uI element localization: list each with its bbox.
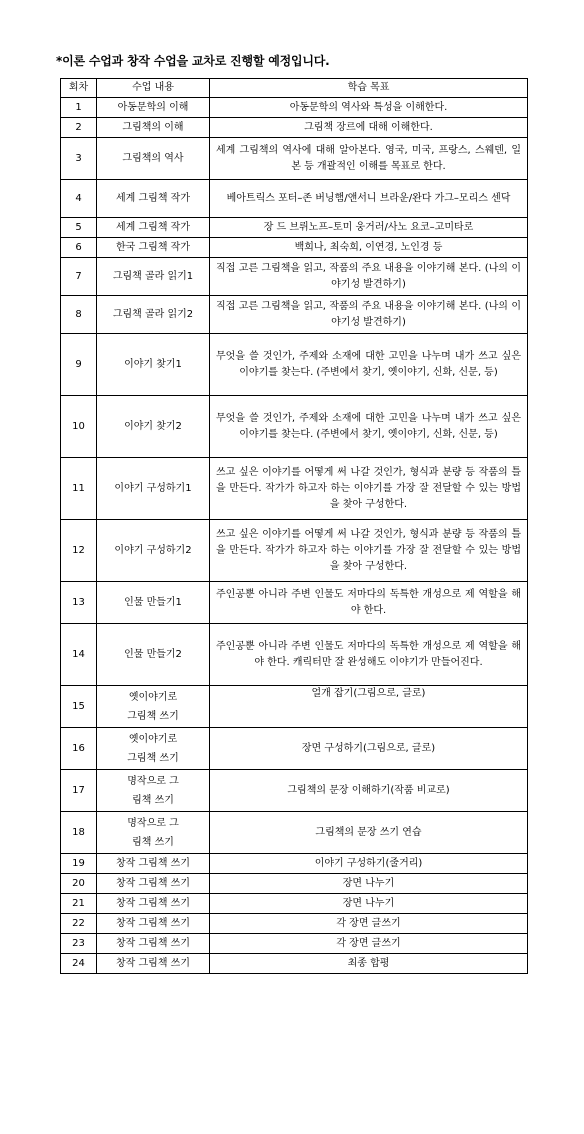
session-number: 22 [61,914,97,934]
learning-goal: 아동문학의 역사와 특성을 이해한다. [210,98,528,118]
learning-goal: 장면 구성하기(그림으로, 글로) [210,728,528,770]
session-number: 3 [61,138,97,180]
learning-goal: 그림책의 문장 이해하기(작품 비교로) [210,770,528,812]
table-row [61,854,528,874]
learning-goal: 쓰고 싶은 이야기를 어떻게 써 나갈 것인가, 형식과 분량 등 작품의 틀을 만든다. 작가가 하고자 하는 이야기를 가장 잘 전달할 수 있는 방법을 찾아 구성한다. [210,520,528,582]
learning-goal: 각 장면 글쓰기 [210,914,528,934]
session-number: 4 [61,180,97,218]
learning-goal: 얼개 잡기(그림으로, 글로) [210,686,528,728]
session-number: 10 [61,396,97,458]
class-content: 그림책의 역사 [97,138,210,180]
learning-goal: 무엇을 쓸 것인가, 주제와 소재에 대한 고민을 나누며 내가 쓰고 싶은 이야기를 찾는다. (주변에서 찾기, 옛이야기, 신화, 신문, 등) [210,334,528,396]
table-row [61,296,528,334]
table-row [61,812,528,854]
class-content: 한국 그림책 작가 [97,238,210,258]
session-number: 8 [61,296,97,334]
session-number: 21 [61,894,97,914]
header-session: 회차 [61,79,97,98]
class-content: 창작 그림책 쓰기 [97,914,210,934]
class-content: 이야기 찾기2 [97,396,210,458]
schedule-notice: *이론 수업과 창작 수업을 교차로 진행할 예정입니다. [56,54,330,68]
class-content: 옛이야기로 그림책 쓰기 [97,686,210,728]
table-row [61,728,528,770]
session-number: 23 [61,934,97,954]
class-content: 그림책 골라 읽기2 [97,296,210,334]
session-number: 5 [61,218,97,238]
session-number: 14 [61,624,97,686]
class-content: 그림책 골라 읽기1 [97,258,210,296]
class-content: 창작 그림책 쓰기 [97,954,210,974]
class-content: 그림책의 이해 [97,118,210,138]
learning-goal: 주인공뿐 아니라 주변 인물도 저마다의 독특한 개성으로 제 역할을 해야 한다. 캐릭터만 잘 완성해도 이야기가 만들어진다. [210,624,528,686]
class-content: 명작으로 그림책 쓰기 [97,812,210,854]
class-content: 세계 그림책 작가 [97,218,210,238]
table-row [61,138,528,180]
class-content: 창작 그림책 쓰기 [97,874,210,894]
learning-goal: 직접 고른 그림책을 읽고, 작품의 주요 내용을 이야기해 본다. (나의 이야기성 발견하기) [210,258,528,296]
learning-goal: 장면 나누기 [210,874,528,894]
learning-goal: 무엇을 쓸 것인가, 주제와 소재에 대한 고민을 나누며 내가 쓰고 싶은 이야기를 찾는다. (주변에서 찾기, 옛이야기, 신화, 신문, 등) [210,396,528,458]
table-row [61,98,528,118]
session-number: 24 [61,954,97,974]
class-content: 이야기 구성하기2 [97,520,210,582]
class-content: 창작 그림책 쓰기 [97,854,210,874]
table-row [61,624,528,686]
table-row [61,874,528,894]
session-number: 12 [61,520,97,582]
table-row [61,686,528,728]
table-row [61,218,528,238]
table-row [61,914,528,934]
header-content: 수업 내용 [97,79,210,98]
header-goal: 학습 목표 [210,79,528,98]
table-row [61,954,528,974]
class-content: 이야기 구성하기1 [97,458,210,520]
learning-goal: 장 드 브뤼노프–토미 웅거러/사노 요코–고미타로 [210,218,528,238]
class-content: 창작 그림책 쓰기 [97,894,210,914]
learning-goal: 그림책의 문장 쓰기 연습 [210,812,528,854]
table-row [61,770,528,812]
session-number: 16 [61,728,97,770]
class-content: 명작으로 그림책 쓰기 [97,770,210,812]
session-number: 11 [61,458,97,520]
table-row [61,934,528,954]
session-number: 19 [61,854,97,874]
session-number: 17 [61,770,97,812]
learning-goal: 주인공뿐 아니라 주변 인물도 저마다의 독특한 개성으로 제 역할을 해야 한다. [210,582,528,624]
table-row [61,334,528,396]
learning-goal: 백희나, 최숙희, 이연경, 노인경 등 [210,238,528,258]
class-content: 인물 만들기1 [97,582,210,624]
learning-goal: 그림책 장르에 대해 이해한다. [210,118,528,138]
class-content: 이야기 찾기1 [97,334,210,396]
learning-goal: 세계 그림책의 역사에 대해 알아본다. 영국, 미국, 프랑스, 스웨덴, 일본 등 개괄적인 이해를 목표로 한다. [210,138,528,180]
table-row [61,458,528,520]
learning-goal: 장면 나누기 [210,894,528,914]
session-number: 9 [61,334,97,396]
session-number: 20 [61,874,97,894]
table-row [61,520,528,582]
table-row [61,180,528,218]
table-row [61,894,528,914]
session-number: 7 [61,258,97,296]
session-number: 18 [61,812,97,854]
session-number: 15 [61,686,97,728]
learning-goal: 쓰고 싶은 이야기를 어떻게 써 나갈 것인가, 형식과 분량 등 작품의 틀을 만든다. 작가가 하고자 하는 이야기를 가장 잘 전달할 수 있는 방법을 찾아 구성한다. [210,458,528,520]
session-number: 6 [61,238,97,258]
class-content: 창작 그림책 쓰기 [97,934,210,954]
session-number: 1 [61,98,97,118]
learning-goal: 이야기 구성하기(줄거리) [210,854,528,874]
curriculum-table [60,78,528,974]
session-number: 2 [61,118,97,138]
class-content: 세계 그림책 작가 [97,180,210,218]
table-body [61,98,528,974]
table-header-row [61,79,528,98]
learning-goal: 각 장면 글쓰기 [210,934,528,954]
class-content: 인물 만들기2 [97,624,210,686]
session-number: 13 [61,582,97,624]
class-content: 아동문학의 이해 [97,98,210,118]
table-row [61,238,528,258]
learning-goal: 직접 고른 그림책을 읽고, 작품의 주요 내용을 이야기해 본다. (나의 이야기성 발견하기) [210,296,528,334]
learning-goal: 베아트릭스 포터–존 버닝햄/앤서니 브라운/완다 가그–모리스 센닥 [210,180,528,218]
table-row [61,258,528,296]
table-row [61,582,528,624]
table-row [61,118,528,138]
class-content: 옛이야기로 그림책 쓰기 [97,728,210,770]
table-row [61,396,528,458]
learning-goal: 최종 합평 [210,954,528,974]
